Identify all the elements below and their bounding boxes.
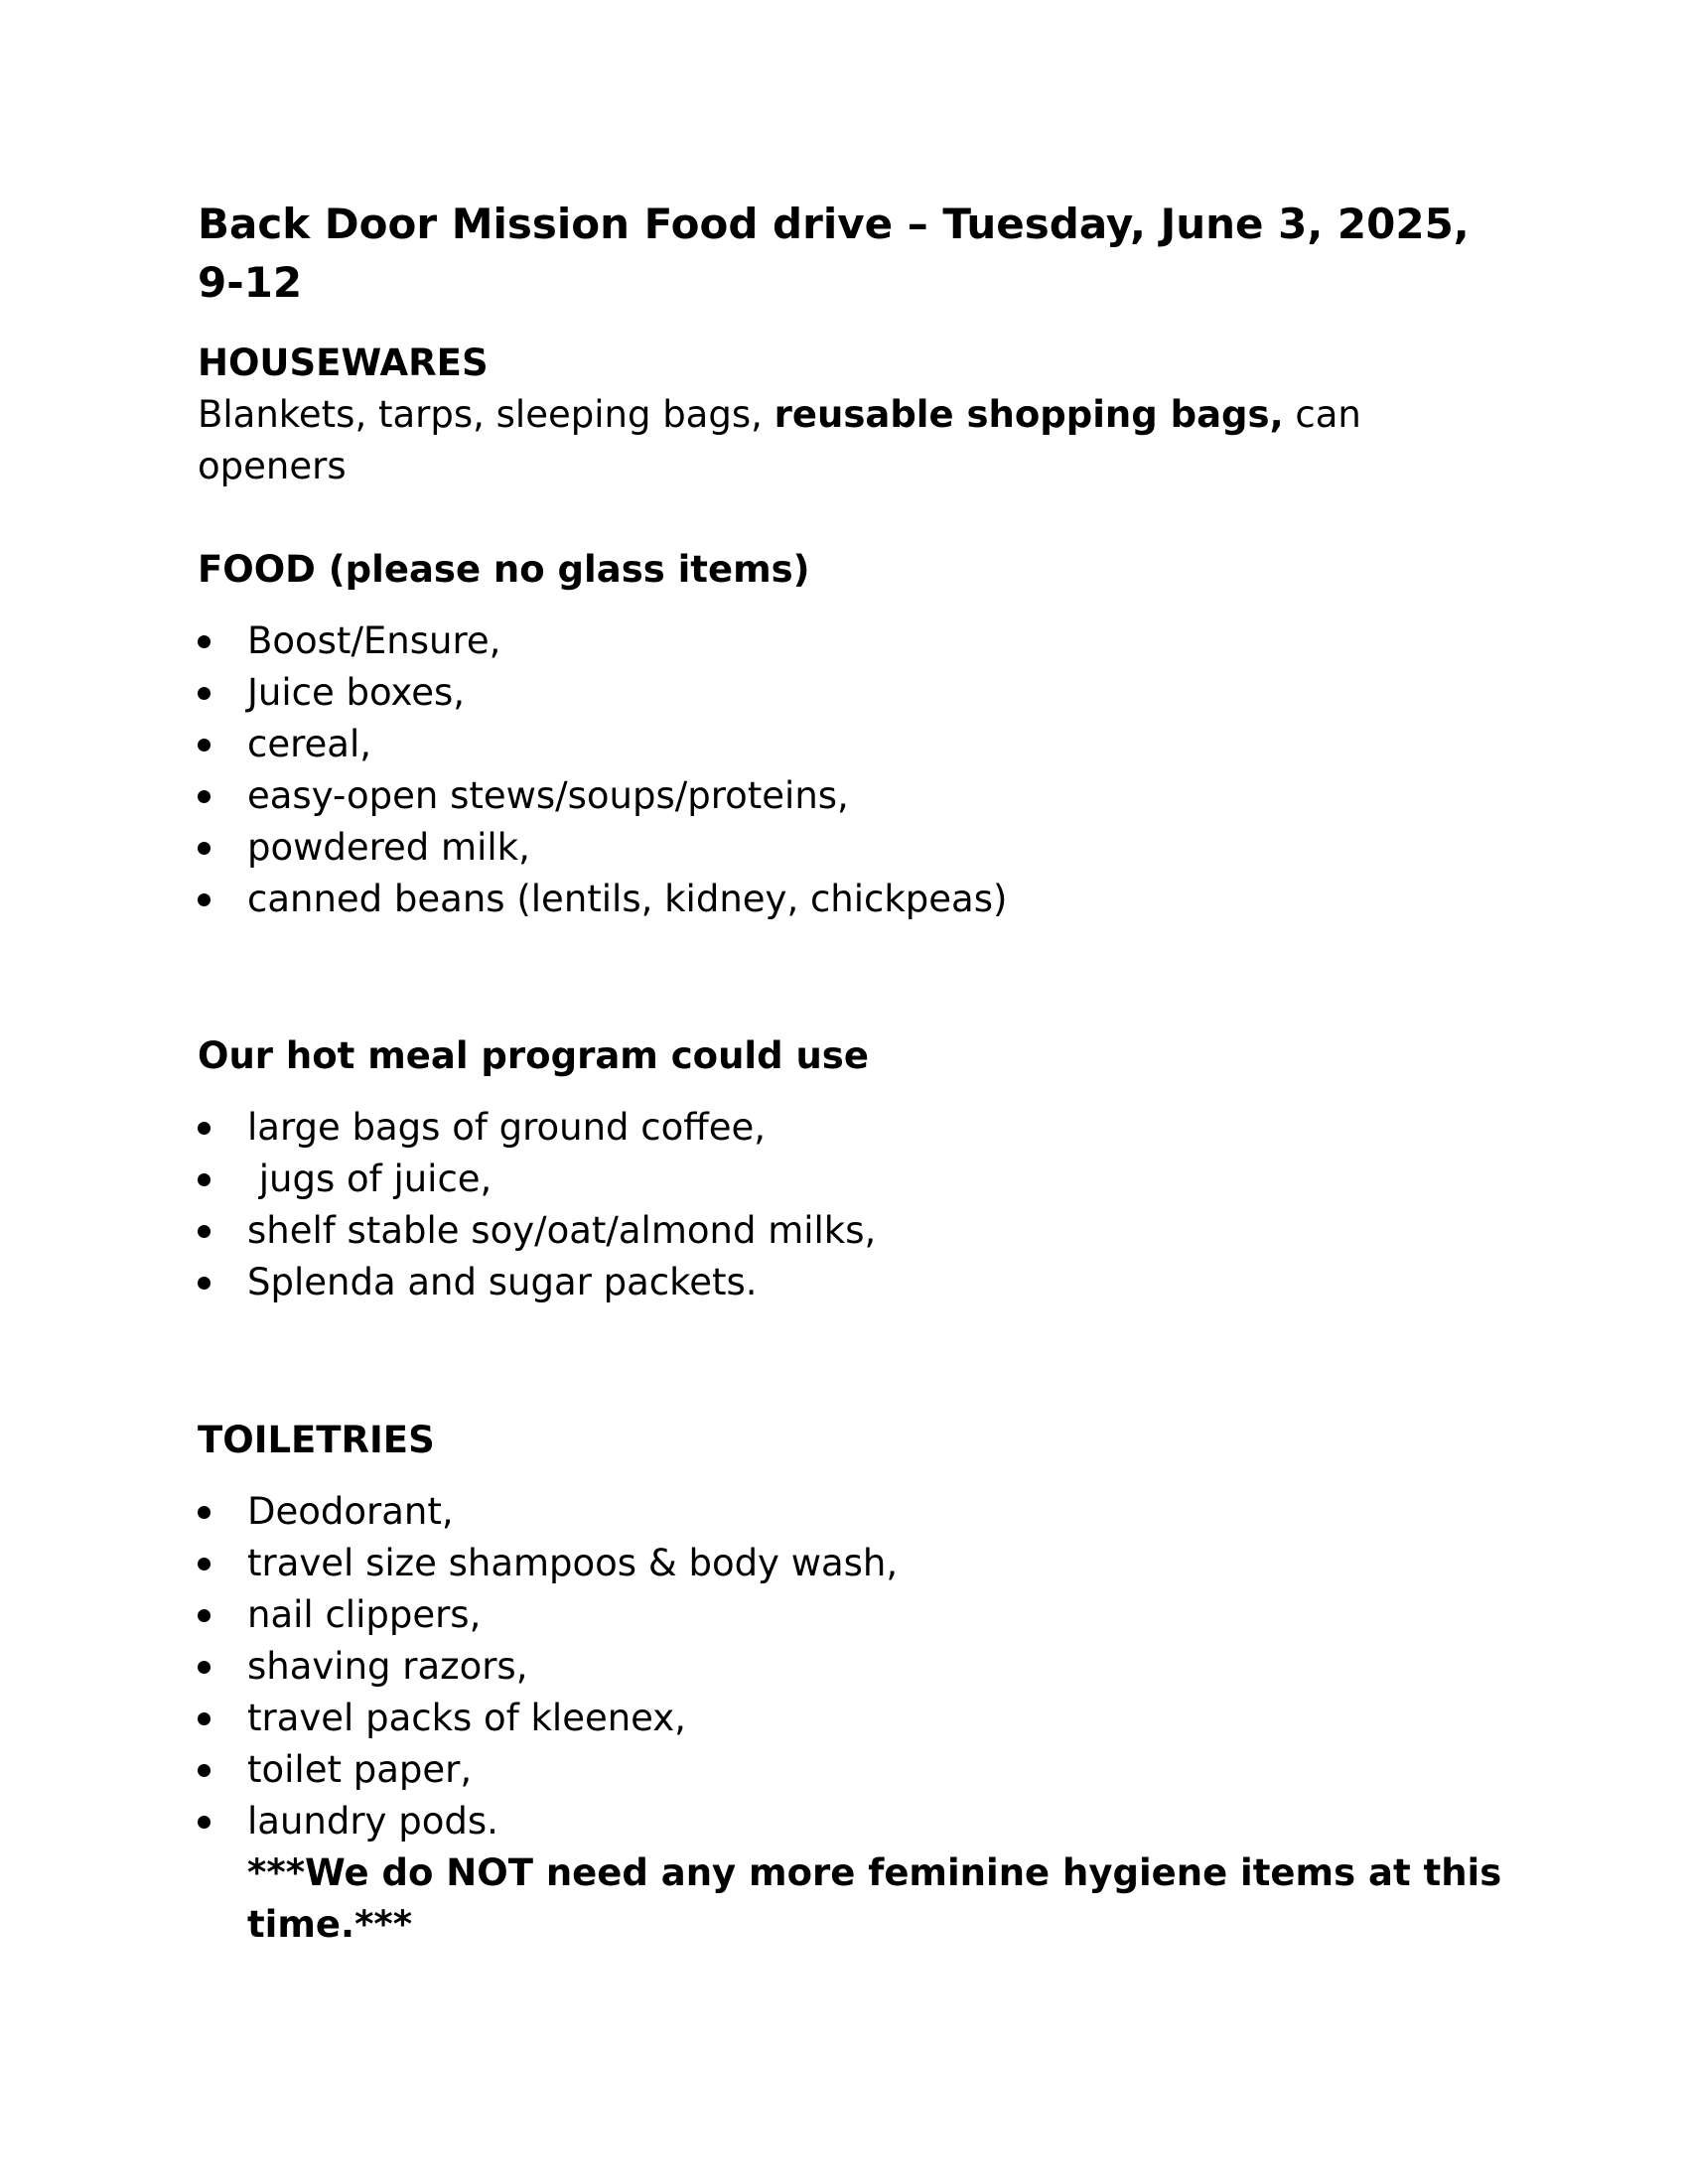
list-item: Deodorant, [198, 1486, 1518, 1538]
list-item: laundry pods. [198, 1796, 1518, 1847]
bullet-icon [198, 842, 211, 855]
bullet-icon [198, 1712, 211, 1725]
housewares-text-after: can openers [198, 393, 1361, 487]
toiletries-heading: TOILETRIES [198, 1419, 435, 1461]
list-item: jugs of juice, [198, 1154, 1518, 1205]
hot-meal-heading: Our hot meal program could use [198, 1034, 869, 1077]
bullet-icon [198, 1609, 211, 1622]
list-item: Splenda and sugar packets. [198, 1257, 1518, 1308]
list-item: cereal, [198, 719, 1518, 770]
bullet-icon [198, 1506, 211, 1519]
bullet-icon [198, 635, 211, 648]
food-list [198, 615, 1518, 925]
hot-meal-list [198, 1102, 1518, 1308]
list-item: travel packs of kleenex, [198, 1693, 1518, 1744]
bullet-icon [198, 1661, 211, 1674]
bullet-icon [198, 1277, 211, 1290]
bullet-icon [198, 1173, 211, 1186]
list-item: shaving razors, [198, 1641, 1518, 1693]
bullet-icon [198, 893, 211, 906]
list-item: shelf stable soy/oat/almond milks, [198, 1205, 1518, 1257]
toiletries-list [198, 1486, 1518, 1847]
list-item: powdered milk, [198, 822, 1518, 874]
list-item: large bags of ground coffee, [198, 1102, 1518, 1154]
bullet-icon [198, 687, 211, 700]
bullet-icon [198, 1764, 211, 1777]
bullet-icon [198, 1122, 211, 1135]
document-page [198, 195, 1518, 1951]
bullet-icon [198, 1558, 211, 1570]
food-heading: FOOD (please no glass items) [198, 548, 810, 591]
list-item: nail clippers, [198, 1589, 1518, 1641]
bullet-icon [198, 790, 211, 803]
housewares-text-bold: reusable shopping bags, [774, 393, 1284, 436]
list-item: toilet paper, [198, 1744, 1518, 1796]
list-item: Juice boxes, [198, 667, 1518, 719]
housewares-heading: HOUSEWARES [198, 341, 489, 384]
list-item: travel size shampoos & body wash, [198, 1538, 1518, 1589]
housewares-text-before: Blankets, tarps, sleeping bags, [198, 393, 774, 436]
bullet-icon [198, 739, 211, 751]
bullet-icon [198, 1816, 211, 1829]
list-item: easy-open stews/soups/proteins, [198, 770, 1518, 822]
housewares-text [198, 389, 1518, 492]
document-title: Back Door Mission Food drive – Tuesday, June 3, 2025, 9-12 [198, 200, 1470, 307]
list-item: canned beans (lentils, kidney, chickpeas) [198, 874, 1518, 925]
bullet-icon [198, 1225, 211, 1238]
feminine-hygiene-note: ***We do NOT need any more feminine hygiene items at this time.*** [247, 1851, 1502, 1946]
list-item: Boost/Ensure, [198, 615, 1518, 667]
